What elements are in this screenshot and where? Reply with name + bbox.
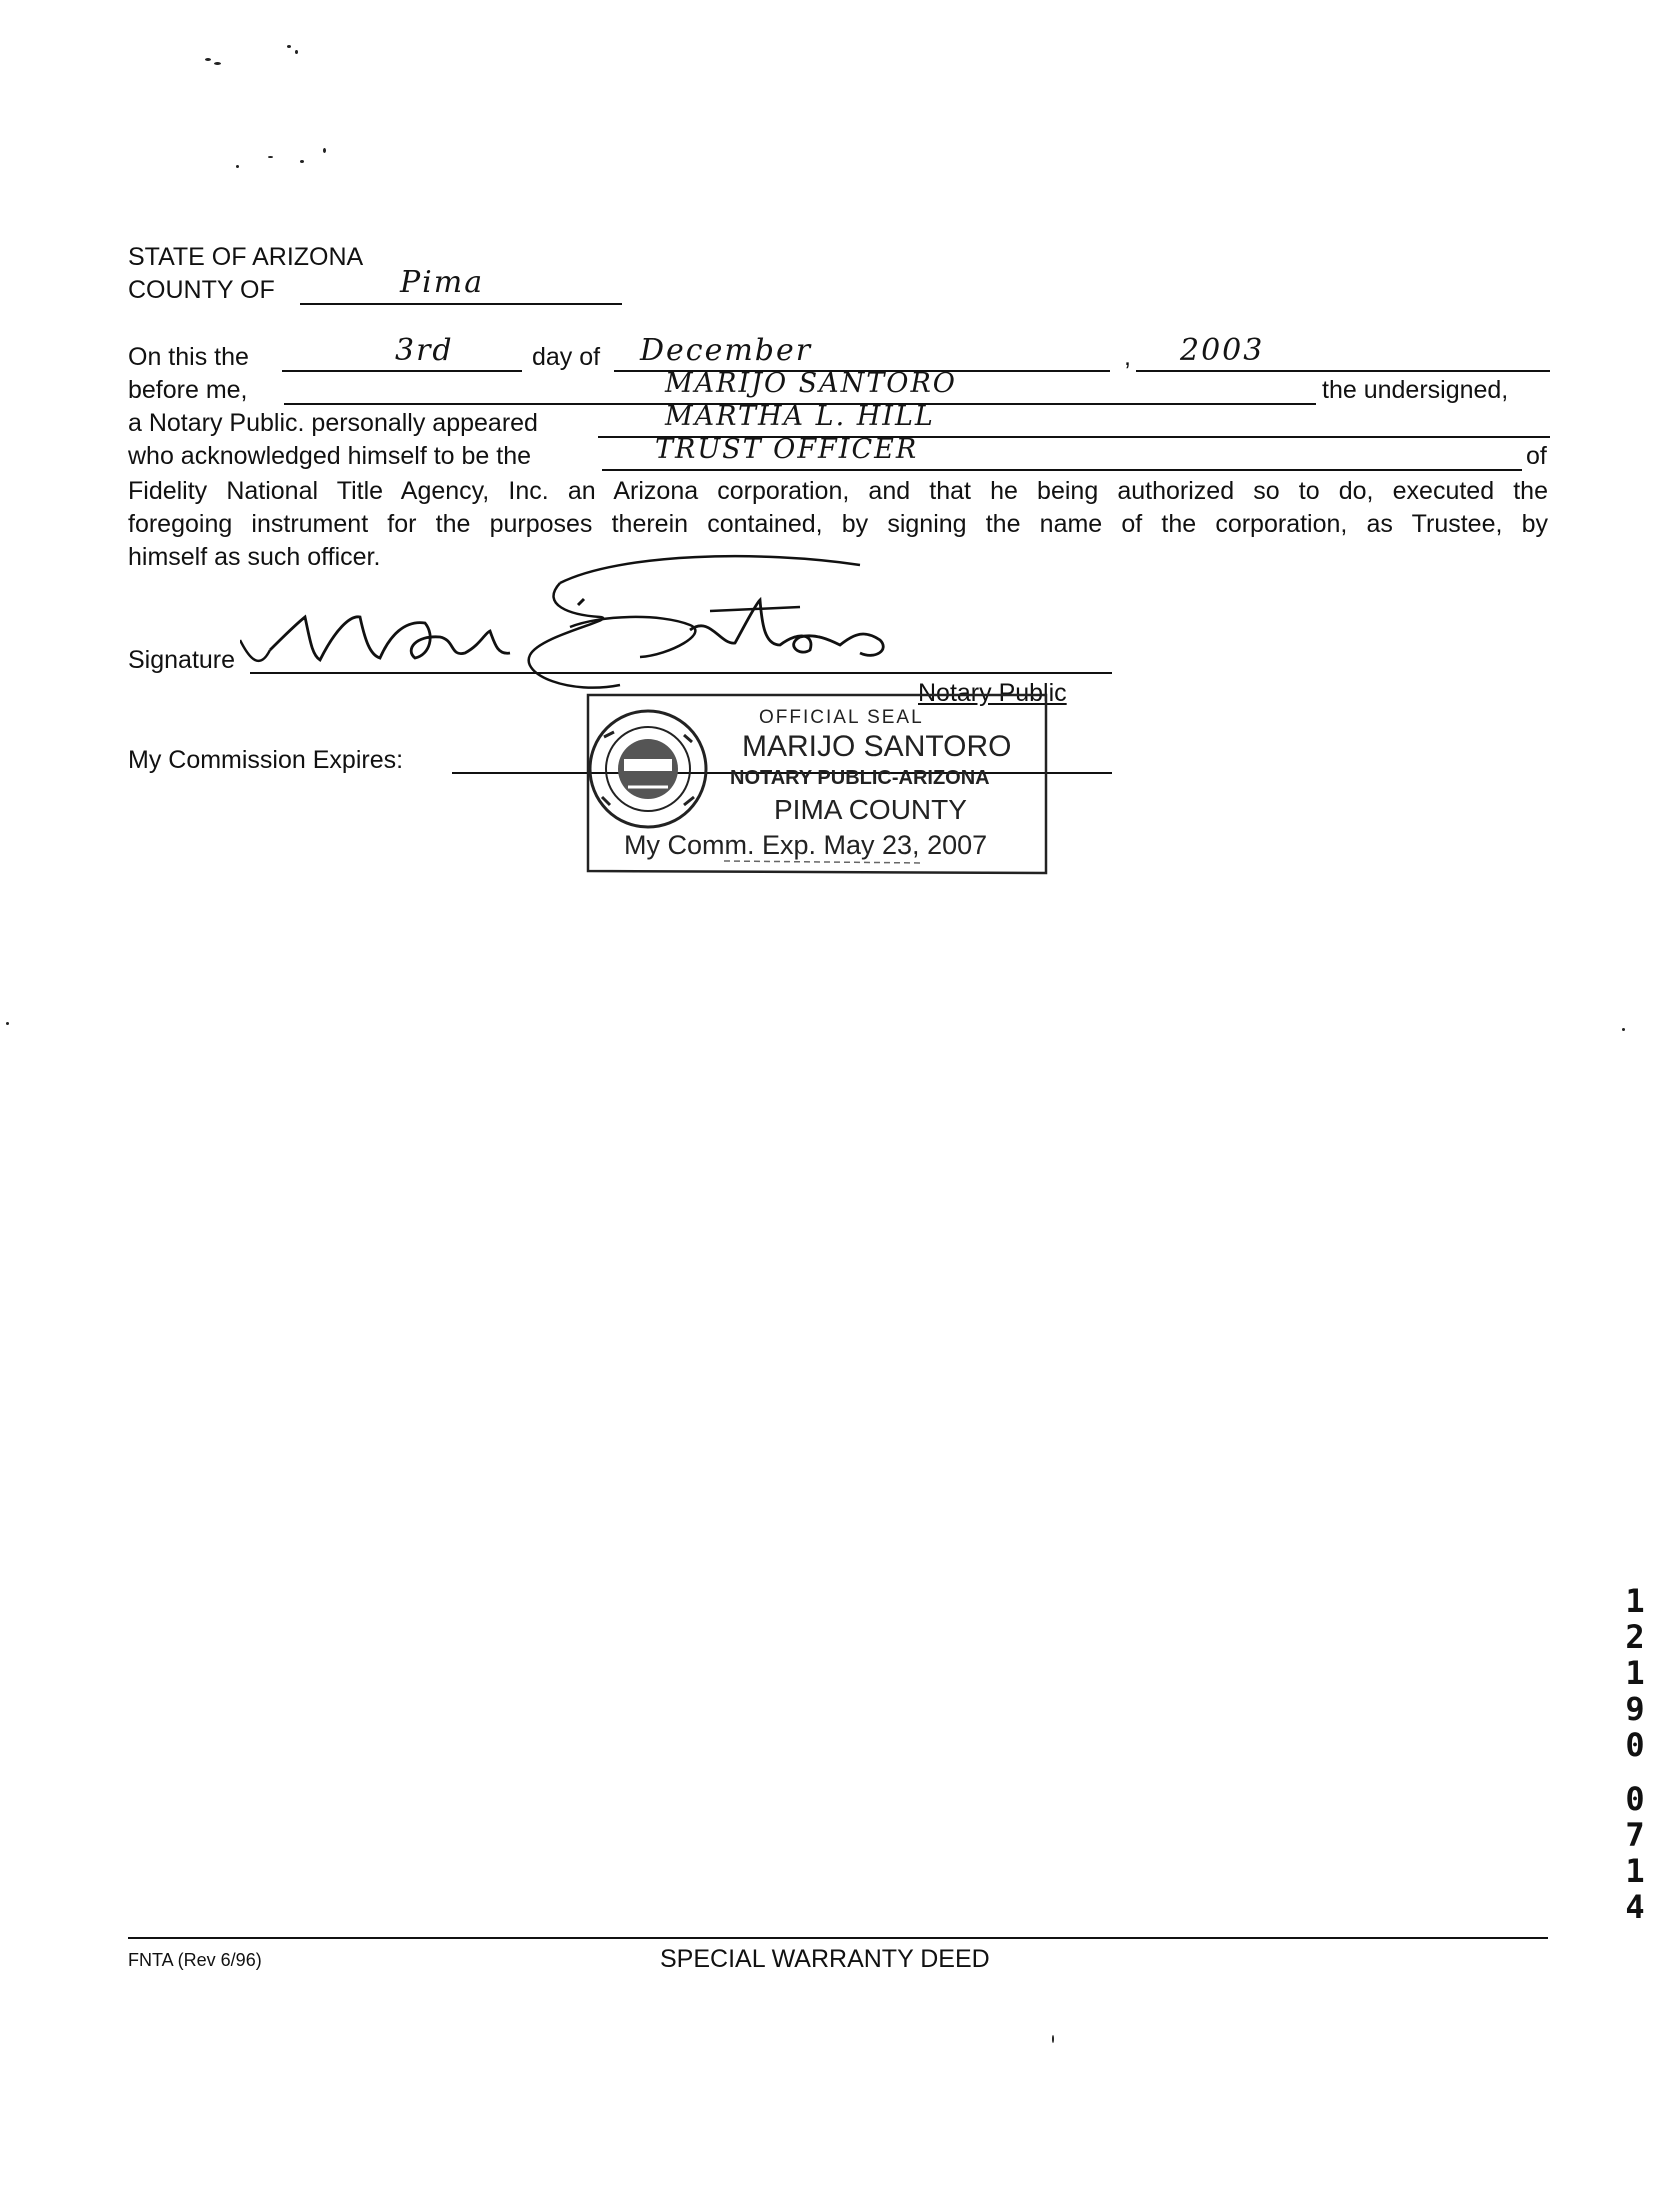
seal-line-notary: NOTARY PUBLIC-ARIZONA: [730, 767, 990, 789]
scan-speck: [1622, 1028, 1625, 1031]
day-line: [282, 370, 522, 372]
signature-scribble: [240, 545, 960, 705]
form-id: FNTA (Rev 6/96): [128, 1950, 262, 1970]
recording-number-digit: 1: [1625, 1654, 1645, 1692]
before-me-label: before me,: [128, 376, 248, 404]
on-this-the-label: On this the: [128, 343, 249, 371]
seal-line-county: PIMA COUNTY: [774, 794, 967, 825]
of-label: of: [1526, 442, 1547, 470]
county-handwritten: Pima: [400, 265, 485, 300]
seal-line-official: OFFICIAL SEAL: [759, 707, 924, 728]
day-of-label: day of: [532, 343, 601, 371]
official-seal-stamp: [584, 687, 1050, 877]
body-line-1: Fidelity National Title Agency, Inc. an Arizona corporation, and that he being authorized so to do, executed the: [128, 477, 1548, 505]
recording-number-digit: 0: [1625, 1726, 1645, 1764]
title-handwritten: TRUST OFFICER: [655, 434, 919, 465]
notary-name-handwritten: MARIJO SANTORO: [665, 368, 957, 399]
recording-number-digit: 7: [1625, 1816, 1645, 1854]
scan-speck: [268, 156, 273, 158]
recording-number-digit: 1: [1625, 1852, 1645, 1890]
title-line: [602, 469, 1522, 471]
scan-speck: [1052, 2035, 1054, 2043]
recording-number-digit: 1: [1625, 1582, 1645, 1620]
comma: ,: [1124, 343, 1131, 371]
scan-speck: [6, 1022, 9, 1025]
seal-line-name: MARIJO SANTORO: [742, 730, 1012, 763]
undersigned-label: the undersigned,: [1322, 376, 1509, 404]
commission-label: My Commission Expires:: [128, 746, 404, 774]
personally-appeared-label: a Notary Public. personally appeared: [128, 409, 538, 437]
year-line: [1136, 370, 1550, 372]
county-line: [300, 303, 622, 305]
footer-rule: [128, 1937, 1548, 1939]
recording-number-digit: 0: [1625, 1780, 1645, 1818]
seal-line-expiration: My Comm. Exp. May 23, 2007: [624, 830, 988, 860]
scan-speck: [205, 58, 211, 61]
month-handwritten: December: [640, 333, 813, 368]
recording-number-digit: 4: [1625, 1888, 1645, 1926]
appeared-name-handwritten: MARTHA L. HILL: [665, 401, 935, 432]
body-line-3: himself as such officer.: [128, 543, 381, 571]
year-handwritten: 2003: [1180, 333, 1265, 368]
recording-number-digit: 9: [1625, 1690, 1645, 1728]
scan-speck: [287, 45, 291, 48]
recording-number-digit: 2: [1625, 1618, 1645, 1656]
scan-speck: [295, 50, 298, 54]
scan-speck: [323, 148, 326, 153]
acknowledged-label: who acknowledged himself to be the: [128, 442, 532, 470]
day-handwritten: 3rd: [395, 333, 454, 368]
state-label: STATE OF ARIZONA: [128, 243, 364, 271]
county-label: COUNTY OF: [128, 276, 275, 304]
scan-speck: [300, 160, 304, 163]
signature-label: Signature: [128, 646, 236, 674]
scan-speck: [214, 62, 221, 65]
scan-speck: [236, 165, 239, 168]
document-title: SPECIAL WARRANTY DEED: [660, 1945, 990, 1973]
notary-public-label: Notary Public: [918, 679, 1067, 707]
body-line-2: foregoing instrument for the purposes therein contained, by signing the name of the corporation, as Trustee, by: [128, 510, 1548, 538]
